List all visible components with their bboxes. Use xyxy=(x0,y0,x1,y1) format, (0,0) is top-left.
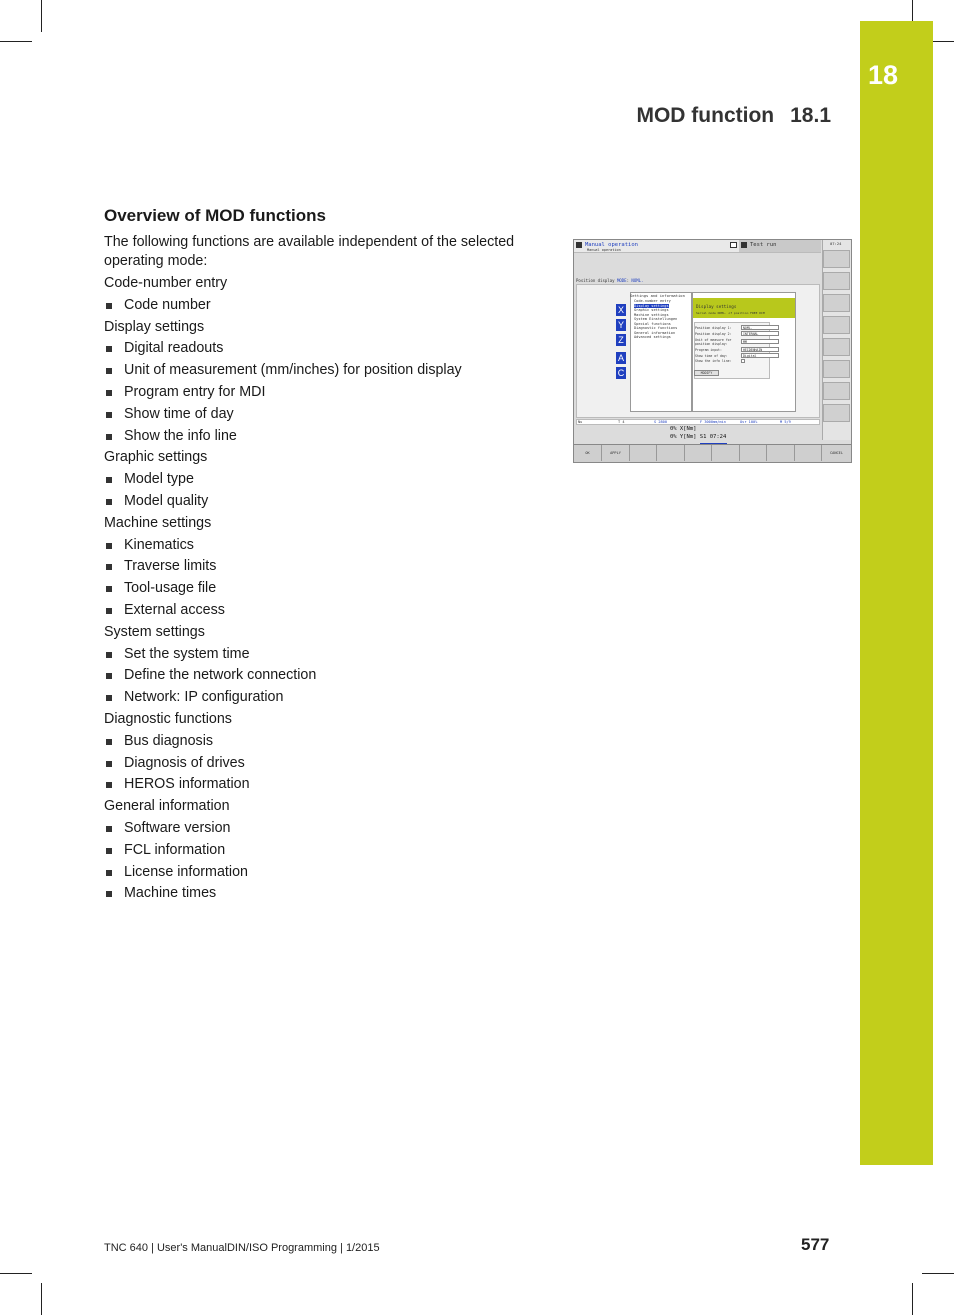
field-label: Position display 2: xyxy=(695,332,732,336)
modify-button[interactable]: MODIFY xyxy=(694,370,719,376)
square-bullet-icon xyxy=(106,782,112,788)
vertical-softkey xyxy=(823,382,850,400)
position-row: 0% Y[Nm] S1 07:24 xyxy=(670,434,727,440)
crop-mark xyxy=(922,1273,954,1274)
list-item xyxy=(104,818,534,840)
softkey[interactable] xyxy=(740,445,767,461)
axis-y: Y xyxy=(617,320,624,330)
vertical-softkey xyxy=(823,360,850,378)
softkey[interactable] xyxy=(630,445,657,461)
test-run-icon xyxy=(741,242,747,248)
list-item xyxy=(104,774,534,796)
list-item-text: Show the info line xyxy=(124,427,237,444)
vertical-softkey xyxy=(823,404,850,422)
field-label: Position display 1: xyxy=(695,326,732,330)
crop-mark xyxy=(912,1283,913,1315)
axis-x: X xyxy=(617,305,624,315)
field-label: Unit of measure for position display: xyxy=(695,338,732,346)
list-item-text: Network: IP configuration xyxy=(124,689,284,706)
group-heading: Code-number entry xyxy=(104,275,228,291)
softkey[interactable] xyxy=(712,445,740,461)
list-item-text: External access xyxy=(124,601,225,618)
softkey-apply[interactable]: APPLY xyxy=(602,445,630,461)
page-number: 577 xyxy=(801,1235,830,1254)
status-item: F 3000mm/min xyxy=(700,420,726,424)
list-item-text: Machine times xyxy=(124,885,217,902)
footer-text: TNC 640 | User's ManualDIN/ISO Programming | 1/2015 xyxy=(104,1242,380,1254)
list-item-text: Software version xyxy=(124,819,231,836)
crop-mark xyxy=(0,1273,32,1274)
pos-mode: MODE xyxy=(616,278,627,283)
info-line-checkbox[interactable] xyxy=(741,359,745,363)
list-item xyxy=(104,753,534,775)
list-item xyxy=(104,840,534,862)
square-bullet-icon xyxy=(106,499,112,505)
tnc-screenshot xyxy=(573,239,852,463)
softkey[interactable] xyxy=(767,445,795,461)
square-bullet-icon xyxy=(106,303,112,309)
list-item-text: Show time of day xyxy=(124,405,234,422)
list-item-text: Define the network connection xyxy=(124,667,317,684)
softkey[interactable] xyxy=(657,445,685,461)
vertical-softkey xyxy=(823,294,850,312)
list-item-text: Tool-usage file xyxy=(124,580,217,597)
square-bullet-icon xyxy=(106,586,112,592)
group-heading: Graphic settings xyxy=(104,449,208,466)
header-section: 18.1 xyxy=(790,104,831,127)
list-item xyxy=(104,862,534,884)
square-bullet-icon xyxy=(106,368,112,374)
display-settings-title: Display settings xyxy=(696,304,737,309)
square-bullet-icon xyxy=(106,695,112,701)
running-header xyxy=(636,104,831,128)
list-item-text: FCL information xyxy=(124,841,226,858)
intro-paragraph: The following functions are available independent of the selected operating mode: xyxy=(104,234,515,269)
list-item xyxy=(104,360,534,382)
status-item: Nu xyxy=(578,420,583,424)
list-item xyxy=(104,469,534,491)
list-item-text: License information xyxy=(124,863,248,880)
status-item: Ovr 100% xyxy=(740,420,758,424)
list-item xyxy=(104,687,534,709)
field-label: Show the info line: xyxy=(695,359,732,363)
test-run-label: Test run xyxy=(750,242,777,248)
list-item xyxy=(104,556,534,578)
square-bullet-icon xyxy=(106,826,112,832)
tree-item[interactable]: Special functions xyxy=(634,321,671,326)
group-heading: Diagnostic functions xyxy=(104,710,232,727)
list-item xyxy=(104,338,534,360)
list-item-text: Bus diagnosis xyxy=(124,732,214,749)
field-select[interactable]: HEIDENHAIN xyxy=(741,347,779,352)
list-item xyxy=(104,535,534,557)
field-label: Show time of day: xyxy=(695,354,728,358)
field-select[interactable]: Digital xyxy=(741,353,779,358)
square-bullet-icon xyxy=(106,477,112,483)
list-item-text: Unit of measurement (mm/inches) for position display xyxy=(124,362,462,379)
square-bullet-icon xyxy=(106,608,112,614)
list-item xyxy=(104,665,534,687)
list-item-text: Diagnosis of drives xyxy=(124,754,245,771)
softkey-ok[interactable]: OK xyxy=(574,445,602,461)
tree-item-selected[interactable]: Display settings xyxy=(634,303,669,308)
list-item xyxy=(104,731,534,753)
group-heading: Machine settings xyxy=(104,514,212,531)
square-bullet-icon xyxy=(106,543,112,549)
screenshot-clock: 07:24 xyxy=(830,241,842,246)
crop-mark xyxy=(41,0,42,32)
list-item xyxy=(104,600,534,622)
vertical-softkey xyxy=(823,338,850,356)
square-bullet-icon xyxy=(106,870,112,876)
tree-item[interactable]: General information xyxy=(634,330,676,335)
vertical-softkey xyxy=(823,316,850,334)
tree-item[interactable]: Graphic settings xyxy=(634,308,669,312)
function-groups xyxy=(104,273,534,905)
list-item xyxy=(104,644,534,666)
position-display-line: Position display MODE: NOML. xyxy=(576,278,644,283)
crop-mark xyxy=(41,1283,42,1315)
group-heading: System settings xyxy=(104,623,205,640)
header-title: MOD function xyxy=(636,104,775,127)
softkey[interactable] xyxy=(795,445,822,461)
list-item xyxy=(104,404,534,426)
axis-a: A xyxy=(617,353,624,363)
list-item-text: HEROS information xyxy=(124,776,250,793)
section-title: Overview of MOD functions xyxy=(104,206,326,225)
softkey-cancel[interactable]: CANCEL xyxy=(830,451,843,455)
list-item xyxy=(104,295,534,317)
tree-item[interactable]: Machine settings xyxy=(634,312,669,317)
list-item xyxy=(104,382,534,404)
tree-item[interactable]: Diagnostic functions xyxy=(634,326,678,330)
square-bullet-icon xyxy=(106,346,112,352)
square-bullet-icon xyxy=(106,891,112,897)
field-select[interactable]: MM xyxy=(741,339,779,344)
square-bullet-icon xyxy=(106,673,112,679)
pos-label: Position display xyxy=(576,278,615,283)
tree-item[interactable]: Code-number entry xyxy=(634,299,671,303)
square-bullet-icon xyxy=(106,652,112,658)
field-select[interactable]: INTERNAL xyxy=(741,331,779,336)
square-bullet-icon xyxy=(106,412,112,418)
group-heading: General information xyxy=(104,798,230,815)
square-bullet-icon xyxy=(106,564,112,570)
display-settings-subtitle: Serial mode NOML. of position FREE DIM xyxy=(696,311,765,315)
list-item-text: Code number xyxy=(124,296,211,313)
vertical-softkey xyxy=(823,250,850,268)
field-label: Program input: xyxy=(695,348,722,352)
square-bullet-icon xyxy=(106,434,112,440)
main-content xyxy=(104,206,534,905)
settings-tree-title: Settings and information xyxy=(630,293,685,298)
status-item: T 4 xyxy=(618,420,625,424)
square-bullet-icon xyxy=(106,761,112,767)
axis-c: C xyxy=(617,368,625,378)
square-bullet-icon xyxy=(106,739,112,745)
list-item-text: Set the system time xyxy=(124,645,250,662)
list-item-text: Traverse limits xyxy=(124,558,217,575)
dnc-icon xyxy=(730,242,737,248)
axis-z: Z xyxy=(616,334,626,346)
status-item: M 5/9 xyxy=(780,420,791,424)
list-item-text: Kinematics xyxy=(124,536,194,553)
list-item xyxy=(104,491,534,513)
tree-item[interactable]: Advanced settings xyxy=(634,335,671,339)
square-bullet-icon xyxy=(106,390,112,396)
screenshot-mode-sub: Manual operation xyxy=(587,248,621,252)
group-heading: Display settings xyxy=(104,318,205,335)
list-item-text: Digital readouts xyxy=(124,340,224,357)
list-item-text: Model type xyxy=(124,471,194,488)
vertical-softkey xyxy=(823,272,850,290)
position-row: 0% X[Nm] xyxy=(670,426,697,432)
square-bullet-icon xyxy=(106,848,112,854)
crop-mark xyxy=(0,41,32,42)
pos-val: NOML. xyxy=(631,278,644,283)
field-select[interactable]: NOML. xyxy=(741,325,779,330)
list-item xyxy=(104,578,534,600)
status-item: S 2800 xyxy=(654,420,667,424)
manual-mode-icon xyxy=(576,242,582,248)
list-item-text: Model quality xyxy=(124,492,209,509)
list-item xyxy=(104,426,534,448)
list-item xyxy=(104,883,534,905)
chapter-number: 18 xyxy=(868,60,899,90)
tree-item[interactable]: System Einstellungen xyxy=(634,317,678,321)
softkey[interactable] xyxy=(685,445,712,461)
screenshot-mode: Manual operation xyxy=(585,242,638,248)
chapter-tab xyxy=(860,21,933,1165)
list-item-text: Program entry for MDI xyxy=(124,383,266,400)
